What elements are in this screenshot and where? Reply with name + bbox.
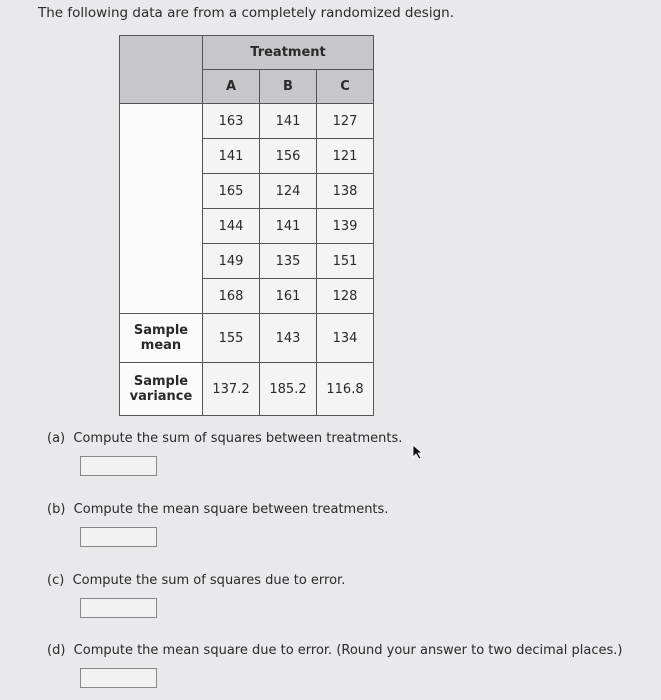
sample-mean-a: 155 — [203, 314, 260, 363]
sample-variance-a: 137.2 — [203, 363, 260, 416]
table-cell: 168 — [203, 279, 260, 314]
table-cell: 163 — [203, 104, 260, 139]
sample-variance-label: Sample variance — [120, 363, 203, 416]
table-corner — [120, 36, 203, 104]
table-row — [120, 104, 374, 139]
table-cell: 144 — [203, 209, 260, 244]
table-cell: 127 — [317, 104, 374, 139]
blank-side-column — [120, 104, 203, 314]
column-header-b: B — [260, 70, 317, 104]
table-cell: 141 — [203, 139, 260, 174]
question-b: (b) Compute the mean square between treatments. — [47, 502, 389, 517]
table-cell: 121 — [317, 139, 374, 174]
data-table — [119, 35, 374, 416]
table-cell: 141 — [260, 209, 317, 244]
treatment-header: Treatment — [203, 36, 374, 70]
table-cell: 156 — [260, 139, 317, 174]
question-d: (d) Compute the mean square due to error. (Round your answer to two decimal places.) — [47, 643, 623, 658]
question-c: (c) Compute the sum of squares due to error. — [47, 573, 346, 588]
answer-input-b[interactable] — [80, 527, 157, 547]
answer-input-c[interactable] — [80, 598, 157, 618]
sample-mean-row — [120, 314, 374, 363]
table-cell: 138 — [317, 174, 374, 209]
table-cell: 124 — [260, 174, 317, 209]
table-cell: 165 — [203, 174, 260, 209]
table-cell: 135 — [260, 244, 317, 279]
problem-intro: The following data are from a completely randomized design. — [38, 5, 455, 21]
question-a: (a) Compute the sum of squares between treatments. — [47, 431, 403, 446]
answer-input-a[interactable] — [80, 456, 157, 476]
column-header-c: C — [317, 70, 374, 104]
column-header-a: A — [203, 70, 260, 104]
sample-mean-label: Sample mean — [120, 314, 203, 363]
sample-variance-b: 185.2 — [260, 363, 317, 416]
sample-mean-b: 143 — [260, 314, 317, 363]
table-cell: 128 — [317, 279, 374, 314]
sample-variance-row — [120, 363, 374, 416]
table-cell: 139 — [317, 209, 374, 244]
sample-mean-c: 134 — [317, 314, 374, 363]
sample-variance-c: 116.8 — [317, 363, 374, 416]
table-cell: 161 — [260, 279, 317, 314]
table-cell: 151 — [317, 244, 374, 279]
answer-input-d[interactable] — [80, 668, 157, 688]
mouse-cursor-icon — [412, 444, 424, 460]
table-cell: 141 — [260, 104, 317, 139]
table-cell: 149 — [203, 244, 260, 279]
treatment-header-row — [120, 36, 374, 70]
